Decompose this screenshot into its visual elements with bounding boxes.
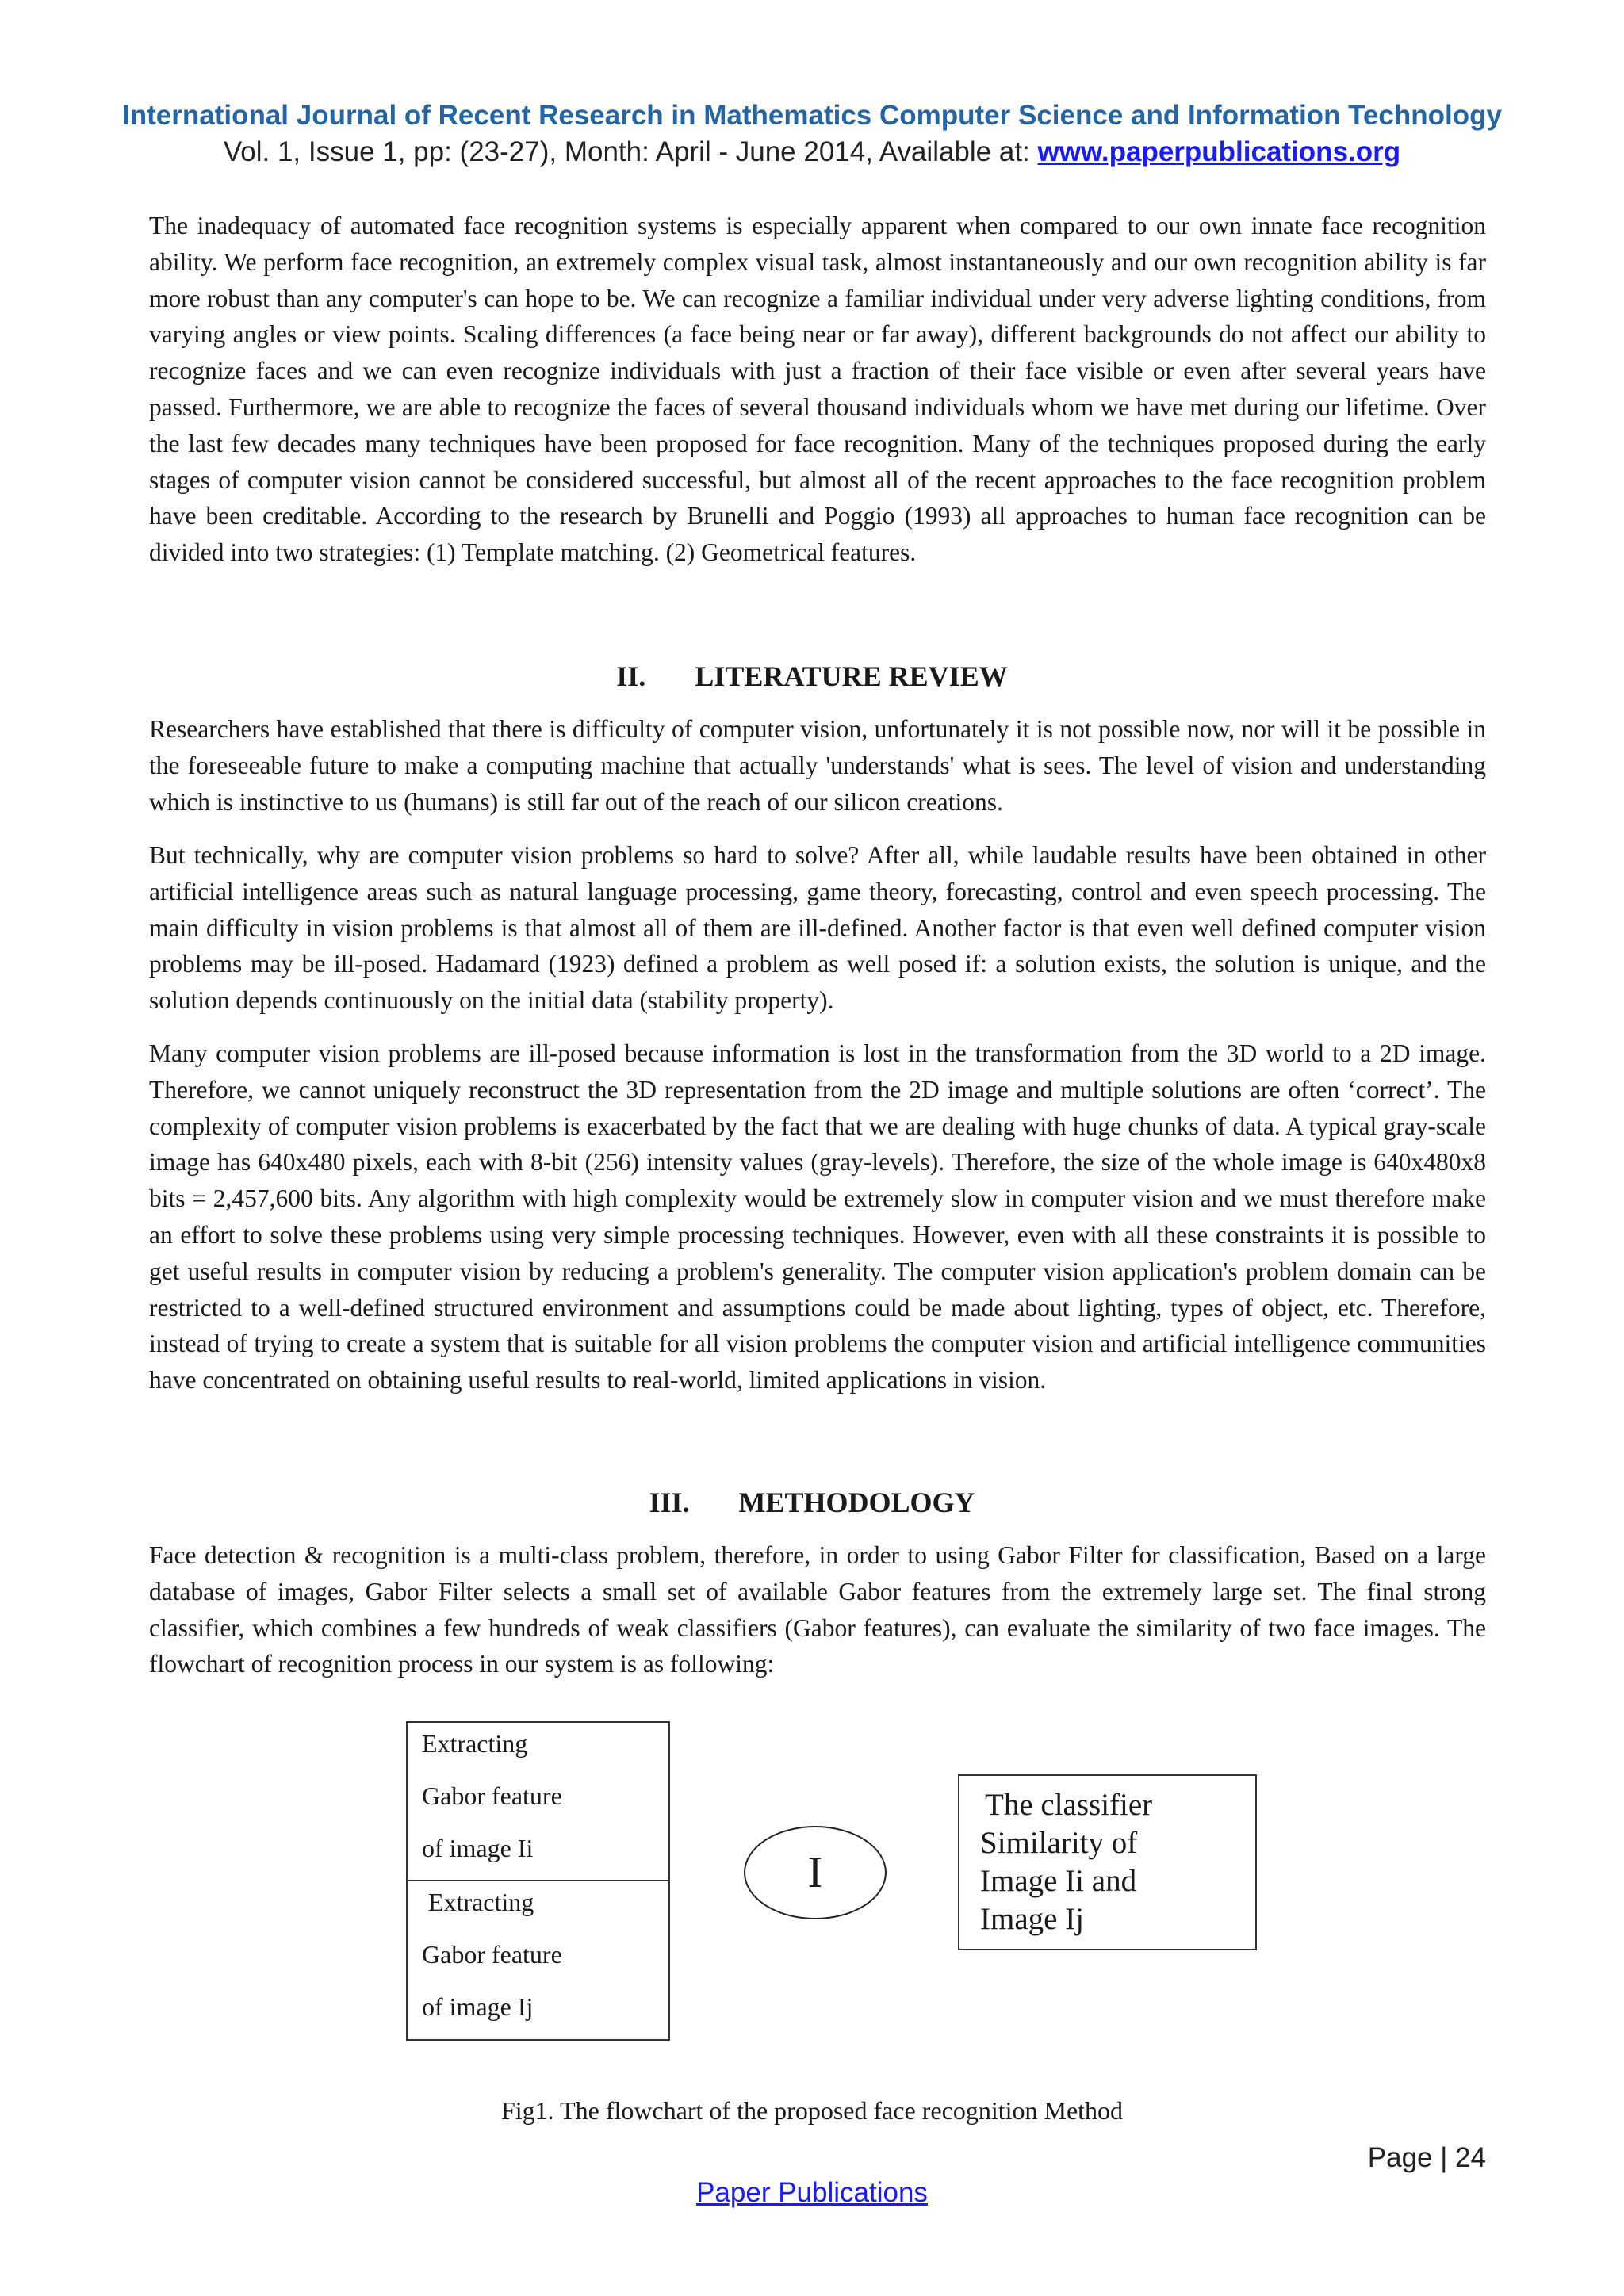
publisher-link[interactable]: Paper Publications bbox=[696, 2177, 928, 2208]
flowchart-ellipse: I bbox=[744, 1826, 887, 1919]
intro-paragraph: The inadequacy of automated face recognition systems is especially apparent when compared to our own innate face recognition ability. We perform face recognition, an extremely complex visual task, almost instantaneously and our own recognition ability is far more robust than any computer's can hope to be. We can recognize a familiar individual under very adverse lighting conditions, from varying angles or view points. Scaling differences (a face being near or far away), different backgrounds do not affect our ability to recognize faces and we can even recognize individuals with just a fraction of their face visible or even after several years have passed. Furthermore, we are able to recognize the faces of several thousand individuals whom we have met during our lifetime. Over the last few decades many techniques have been proposed for face recognition. Many of the techniques proposed during the early stages of computer vision cannot be considered successful, but almost all of the recent approaches to the face recognition problem have been creditable. According to the research by Brunelli and Poggio (1993) all approaches to human face recognition can be divided into two strategies: (1) Template matching. (2) Geometrical features. bbox=[149, 212, 1486, 567]
section-3-heading bbox=[0, 1486, 1624, 1519]
flowchart-box-image-j bbox=[406, 1880, 670, 2041]
journal-website-link[interactable]: www.paperpublications.org bbox=[1037, 136, 1401, 167]
box-i-line-1: Extracting bbox=[422, 1729, 528, 1758]
flowchart-box-classifier bbox=[958, 1774, 1257, 1950]
section-2-title: LITERATURE REVIEW bbox=[695, 660, 1008, 692]
page-number: Page | 24 bbox=[1367, 2142, 1486, 2173]
box-j-line-2: Gabor feature bbox=[422, 1940, 562, 1969]
classifier-line-3: Image Ii and bbox=[980, 1864, 1137, 1898]
section-3-title: METHODOLOGY bbox=[738, 1487, 975, 1518]
section-3-number: III. bbox=[649, 1487, 690, 1518]
section-2-heading bbox=[0, 660, 1624, 693]
box-j-line-3: of image Ij bbox=[422, 1992, 534, 2021]
section-3-paragraph: Face detection & recognition is a multi-class problem, therefore, in order to using Gabor Filter for classification, Based on a large database of images, Gabor Filter selects a small set of available Gabor features from the extremely large set. The final strong classifier, which combines a few hundreds of weak classifiers (Gabor features), can evaluate the similarity of two face images. The flowchart of recognition process in our system is as following: bbox=[149, 1541, 1486, 1678]
section-2-paragraph-1: Researchers have established that there is difficulty of computer vision, unfortunately it is not possible now, nor will it be possible in the foreseeable future to make a computing machine that actually 'understands' what is sees. The level of vision and understanding which is instinctive to us (humans) is still far out of the reach of our silicon creations. bbox=[149, 715, 1486, 816]
classifier-line-4: Image Ij bbox=[980, 1902, 1085, 1936]
figure-caption: Fig1. The flowchart of the proposed face recognition Method bbox=[500, 2096, 1124, 2125]
section-2-number: II. bbox=[616, 660, 646, 692]
classifier-line-2: Similarity of bbox=[980, 1826, 1138, 1860]
box-j-line-1: Extracting bbox=[428, 1888, 534, 1916]
section-2-paragraph-2: But technically, why are computer vision problems so hard to solve? After all, while laudable results have been obtained in other artificial intelligence areas such as natural language processing, game theory, forecasting, control and even speech processing. The main difficulty in vision problems is that almost all of them are ill-defined. Another factor is that even well defined computer vision problems may be ill-posed. Hadamard (1923) defined a problem as well posed if: a solution exists, the solution is unique, and the solution depends continuously on the initial data (stability property). bbox=[149, 841, 1486, 1015]
journal-subtitle bbox=[0, 136, 1624, 168]
classifier-line-1: The classifier bbox=[985, 1788, 1153, 1822]
footer bbox=[0, 2177, 1624, 2209]
flowchart-box-image-i bbox=[406, 1721, 670, 1881]
section-2-paragraph-3: Many computer vision problems are ill-posed because information is lost in the transformation from the 3D world to a 2D image. Therefore, we cannot uniquely reconstruct the 3D representation from the 2D image and multiple solutions are often ‘correct’. The complexity of computer vision problems is exacerbated by the fact that we are dealing with huge chunks of data. A typical gray-scale image has 640x480 pixels, each with 8-bit (256) intensity values (gray-levels). Therefore, the size of the whole image is 640x480x8 bits = 2,457,600 bits. Any algorithm with high complexity would be extremely slow in computer vision and we must therefore make an effort to solve these problems using very simple processing techniques. However, even with all these constraints it is possible to get useful results in computer vision by reducing a problem's generality. The computer vision application's problem domain can be restricted to a well-defined structured environment and assumptions could be made about lighting, types of object, etc. Therefore, instead of trying to create a system that is suitable for all vision problems the computer vision and artificial intelligence communities have concentrated on obtaining useful results to real-world, limited applications in vision. bbox=[149, 1039, 1486, 1395]
box-i-line-3: of image Ii bbox=[422, 1834, 534, 1862]
journal-volume-info: Vol. 1, Issue 1, pp: (23-27), Month: April - June 2014, Available at: bbox=[223, 136, 1038, 167]
journal-title: International Journal of Recent Research in Mathematics Computer Science and Information Technology bbox=[122, 100, 1502, 131]
box-i-line-2: Gabor feature bbox=[422, 1781, 562, 1810]
